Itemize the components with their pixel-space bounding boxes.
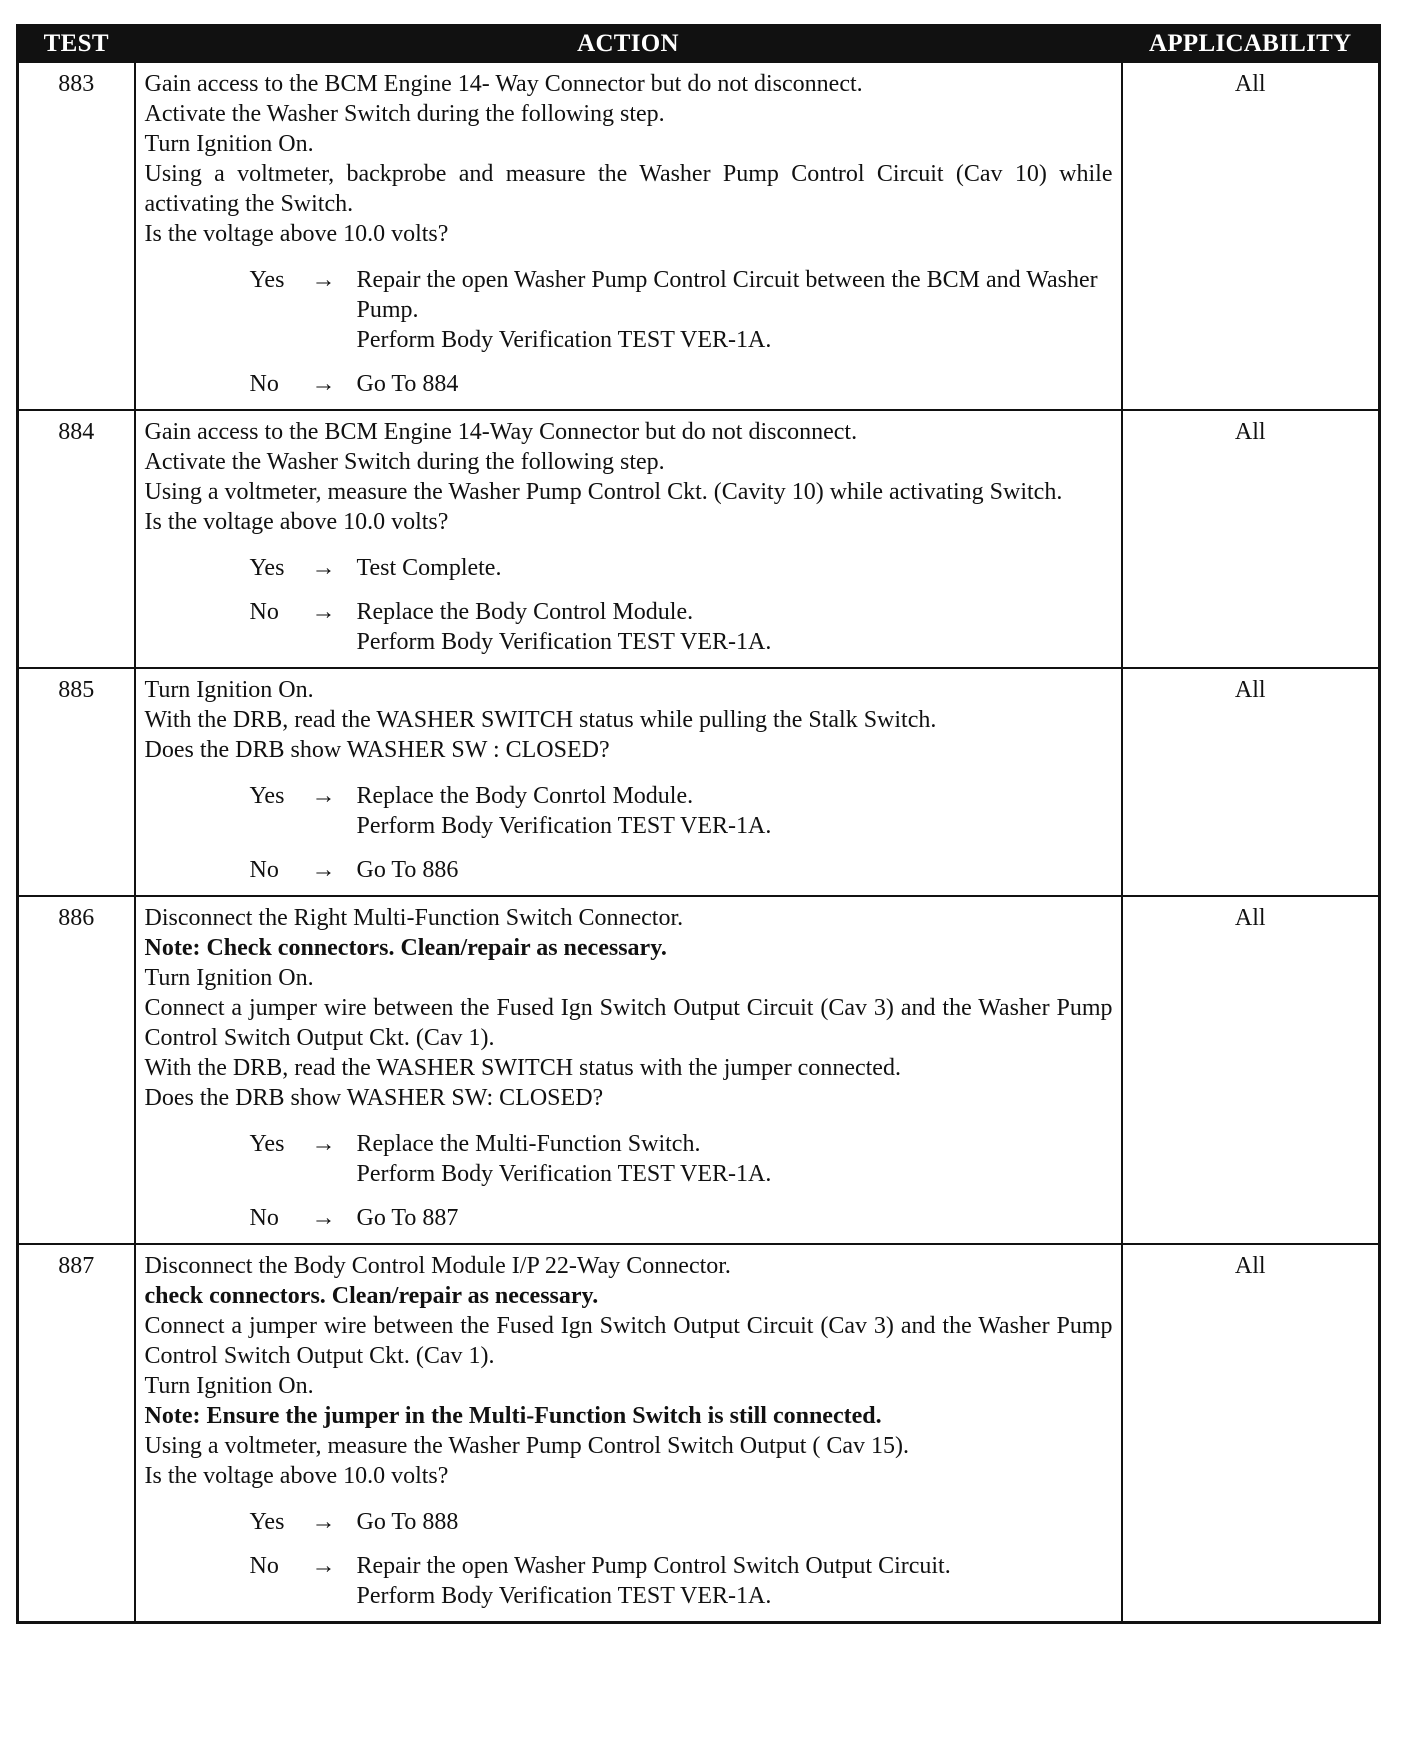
action-step: Does the DRB show WASHER SW: CLOSED? (144, 1085, 604, 1111)
outcome-no (145, 597, 1113, 657)
result-line: Perform Body Verification TEST VER-1A. (356, 1161, 772, 1187)
outcome-answer: Yes (249, 267, 285, 293)
test-action (135, 1244, 1122, 1623)
outcome-answer: No (249, 371, 279, 397)
result-line: Repair the open Washer Pump Control Circuit between the BCM and Washer Pump. (356, 267, 1098, 323)
test-action (135, 668, 1122, 896)
right-arrow-icon: → (311, 1553, 336, 1579)
right-arrow-icon: → (311, 599, 336, 625)
action-step: Turn Ignition On. (144, 677, 314, 703)
test-row-886 (18, 896, 1380, 1244)
outcome-yes (145, 265, 1113, 355)
action-step: Disconnect the Right Multi-Function Switch Connector. (144, 905, 684, 931)
result-line: Replace the Body Control Module. (356, 599, 694, 625)
diagnostic-test-table (16, 24, 1381, 1624)
outcome-result (357, 855, 1113, 885)
outcomes (145, 1129, 1113, 1233)
test-applicability: All (1122, 896, 1380, 1244)
right-arrow-icon: → (311, 371, 336, 397)
outcome-answer: No (249, 857, 279, 883)
result-line: Perform Body Verification TEST VER-1A. (356, 629, 772, 655)
outcome-answer: Yes (249, 1131, 285, 1157)
test-number: 884 (18, 410, 135, 668)
action-note: check connectors. Clean/repair as necessary. (144, 1283, 599, 1309)
action-step: Does the DRB show WASHER SW : CLOSED? (144, 737, 610, 763)
outcome-no (145, 855, 1113, 885)
header-applicability: APPLICABILITY (1122, 26, 1380, 63)
action-step: With the DRB, read the WASHER SWITCH status with the jumper connected. (144, 1055, 901, 1081)
test-row-883 (18, 62, 1380, 410)
action-step: Disconnect the Body Control Module I/P 22-Way Connector. (144, 1253, 731, 1279)
result-line: Go To 886 (356, 857, 459, 883)
action-step: Activate the Washer Switch during the following step. (144, 449, 665, 475)
action-step: Gain access to the BCM Engine 14-Way Connector but do not disconnect. (144, 419, 858, 445)
right-arrow-icon: → (311, 555, 336, 581)
header-action: ACTION (135, 26, 1122, 63)
action-step: Is the voltage above 10.0 volts? (144, 1463, 449, 1489)
outcome-answer: Yes (249, 555, 285, 581)
right-arrow-icon: → (311, 857, 336, 883)
action-note: Note: Ensure the jumper in the Multi-Function Switch is still connected. (144, 1403, 882, 1429)
action-step: Using a voltmeter, measure the Washer Pump Control Ckt. (Cavity 10) while activating Switch. (144, 479, 1063, 505)
right-arrow-icon: → (311, 1509, 336, 1535)
outcome-result (357, 265, 1113, 355)
action-step: Turn Ignition On. (144, 131, 314, 157)
test-row-884 (18, 410, 1380, 668)
result-line: Go To 887 (356, 1205, 459, 1231)
outcome-yes (145, 553, 1113, 583)
outcomes (145, 781, 1113, 885)
outcome-answer: No (249, 1553, 279, 1579)
outcome-answer: No (249, 599, 279, 625)
action-step: Connect a jumper wire between the Fused Ign Switch Output Circuit (Cav 3) and the Washer Pump Control Switch Output Ckt. (Cav 1). (144, 1313, 1113, 1369)
outcome-result (357, 1203, 1113, 1233)
action-step: Is the voltage above 10.0 volts? (144, 221, 449, 247)
test-number: 887 (18, 1244, 135, 1623)
outcome-result (357, 1551, 1113, 1611)
result-line: Repair the open Washer Pump Control Switch Output Circuit. (356, 1553, 951, 1579)
table-body (18, 62, 1380, 1623)
result-line: Test Complete. (356, 555, 502, 581)
action-step: Activate the Washer Switch during the following step. (144, 101, 665, 127)
test-applicability: All (1122, 410, 1380, 668)
test-action (135, 410, 1122, 668)
outcome-answer: No (249, 1205, 279, 1231)
outcome-result (357, 781, 1113, 841)
test-row-885 (18, 668, 1380, 896)
outcome-result (357, 369, 1113, 399)
action-step: Using a voltmeter, backprobe and measure the Washer Pump Control Circuit (Cav 10) while activating the Switch. (144, 161, 1113, 217)
test-applicability: All (1122, 668, 1380, 896)
action-step: Turn Ignition On. (144, 1373, 314, 1399)
test-number: 885 (18, 668, 135, 896)
test-applicability: All (1122, 1244, 1380, 1623)
outcomes (145, 265, 1113, 399)
test-action (135, 896, 1122, 1244)
action-step: Turn Ignition On. (144, 965, 314, 991)
outcome-answer: Yes (249, 783, 285, 809)
test-row-887 (18, 1244, 1380, 1623)
test-number: 886 (18, 896, 135, 1244)
outcome-result (357, 597, 1113, 657)
right-arrow-icon: → (311, 267, 336, 293)
result-line: Perform Body Verification TEST VER-1A. (356, 327, 772, 353)
action-step: Using a voltmeter, measure the Washer Pump Control Switch Output ( Cav 15). (144, 1433, 910, 1459)
outcome-answer: Yes (249, 1509, 285, 1535)
result-line: Go To 888 (356, 1509, 459, 1535)
test-applicability: All (1122, 62, 1380, 410)
right-arrow-icon: → (311, 783, 336, 809)
outcome-yes (145, 781, 1113, 841)
test-number: 883 (18, 62, 135, 410)
action-step: Gain access to the BCM Engine 14- Way Connector but do not disconnect. (144, 71, 863, 97)
action-note: Note: Check connectors. Clean/repair as necessary. (144, 935, 667, 961)
outcomes (145, 553, 1113, 657)
outcome-result (357, 553, 1113, 583)
action-step: Connect a jumper wire between the Fused Ign Switch Output Circuit (Cav 3) and the Washer Pump Control Switch Output Ckt. (Cav 1). (144, 995, 1113, 1051)
right-arrow-icon: → (311, 1131, 336, 1157)
outcome-yes (145, 1507, 1113, 1537)
result-line: Replace the Multi-Function Switch. (356, 1131, 701, 1157)
right-arrow-icon: → (311, 1205, 336, 1231)
test-action (135, 62, 1122, 410)
outcomes (145, 1507, 1113, 1611)
result-line: Perform Body Verification TEST VER-1A. (356, 813, 772, 839)
table-header-row (18, 26, 1380, 63)
header-test: TEST (18, 26, 135, 63)
result-line: Perform Body Verification TEST VER-1A. (356, 1583, 772, 1609)
outcome-no (145, 369, 1113, 399)
result-line: Replace the Body Conrtol Module. (356, 783, 694, 809)
action-step: Is the voltage above 10.0 volts? (144, 509, 449, 535)
outcome-result (357, 1129, 1113, 1189)
outcome-yes (145, 1129, 1113, 1189)
result-line: Go To 884 (356, 371, 459, 397)
outcome-no (145, 1551, 1113, 1611)
outcome-result (357, 1507, 1113, 1537)
action-step: With the DRB, read the WASHER SWITCH status while pulling the Stalk Switch. (144, 707, 937, 733)
outcome-no (145, 1203, 1113, 1233)
